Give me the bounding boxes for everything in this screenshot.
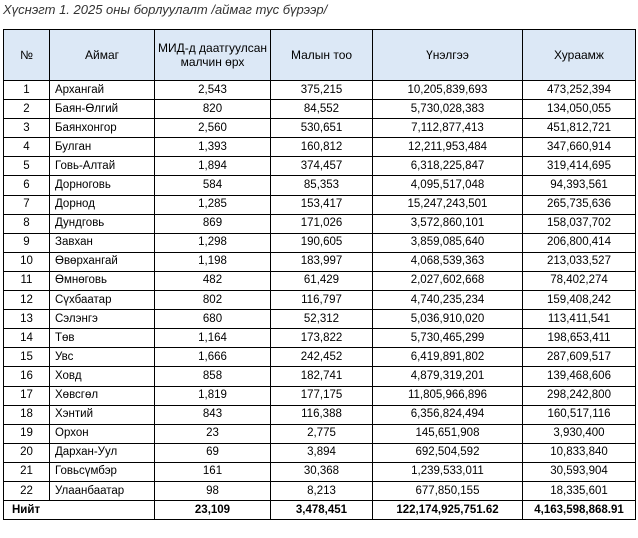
cell-livestock: 374,457 <box>271 157 373 176</box>
table-row <box>4 291 636 310</box>
cell-premium: 160,517,116 <box>523 405 636 424</box>
total-row <box>4 501 636 520</box>
cell-livestock: 3,894 <box>271 443 373 462</box>
total-valuation: 122,174,925,751.62 <box>373 501 523 520</box>
cell-livestock: 8,213 <box>271 481 373 500</box>
cell-valuation: 5,730,465,299 <box>373 329 523 348</box>
cell-province: Сэлэнгэ <box>50 310 155 329</box>
cell-province: Өвөрхангай <box>50 252 155 271</box>
cell-livestock: 85,353 <box>271 176 373 195</box>
cell-livestock: 183,997 <box>271 252 373 271</box>
cell-province: Дундговь <box>50 214 155 233</box>
cell-valuation: 4,740,235,234 <box>373 291 523 310</box>
cell-premium: 473,252,394 <box>523 81 636 100</box>
cell-no: 11 <box>4 271 50 290</box>
total-premium: 4,163,598,868.91 <box>523 501 636 520</box>
cell-livestock: 84,552 <box>271 100 373 119</box>
cell-province: Говьсүмбэр <box>50 462 155 481</box>
cell-households: 23 <box>155 424 271 443</box>
cell-households: 802 <box>155 291 271 310</box>
cell-valuation: 5,730,028,383 <box>373 100 523 119</box>
table-row <box>4 386 636 405</box>
header-province: Аймаг <box>50 30 155 81</box>
cell-households: 869 <box>155 214 271 233</box>
cell-province: Улаанбаатар <box>50 481 155 500</box>
cell-premium: 30,593,904 <box>523 462 636 481</box>
cell-province: Архангай <box>50 81 155 100</box>
cell-livestock: 190,605 <box>271 233 373 252</box>
cell-no: 12 <box>4 291 50 310</box>
header-households: МИД-д даатгуулсан малчин өрх <box>155 30 271 81</box>
total-households: 23,109 <box>155 501 271 520</box>
cell-premium: 451,812,721 <box>523 119 636 138</box>
table-row <box>4 424 636 443</box>
cell-no: 8 <box>4 214 50 233</box>
cell-valuation: 11,805,966,896 <box>373 386 523 405</box>
cell-valuation: 3,859,085,640 <box>373 233 523 252</box>
cell-no: 4 <box>4 138 50 157</box>
table-row <box>4 443 636 462</box>
table-row <box>4 138 636 157</box>
cell-province: Сүхбаатар <box>50 291 155 310</box>
cell-livestock: 182,741 <box>271 367 373 386</box>
table-row <box>4 252 636 271</box>
cell-province: Ховд <box>50 367 155 386</box>
cell-no: 19 <box>4 424 50 443</box>
cell-province: Баян-Өлгий <box>50 100 155 119</box>
cell-households: 1,298 <box>155 233 271 252</box>
cell-valuation: 2,027,602,668 <box>373 271 523 290</box>
cell-households: 1,198 <box>155 252 271 271</box>
cell-households: 584 <box>155 176 271 195</box>
cell-households: 1,666 <box>155 348 271 367</box>
cell-livestock: 171,026 <box>271 214 373 233</box>
cell-livestock: 375,215 <box>271 81 373 100</box>
table-row <box>4 81 636 100</box>
cell-households: 2,543 <box>155 81 271 100</box>
cell-no: 13 <box>4 310 50 329</box>
table-row <box>4 329 636 348</box>
header-premium: Хураамж <box>523 30 636 81</box>
cell-livestock: 52,312 <box>271 310 373 329</box>
cell-households: 482 <box>155 271 271 290</box>
cell-no: 18 <box>4 405 50 424</box>
header-livestock: Малын тоо <box>271 30 373 81</box>
cell-premium: 287,609,517 <box>523 348 636 367</box>
cell-premium: 158,037,702 <box>523 214 636 233</box>
table-row <box>4 214 636 233</box>
table-caption: Хүснэгт 1. 2025 оны борлуулалт /аймаг тус бүрээр/ <box>3 2 328 17</box>
cell-province: Дорноговь <box>50 176 155 195</box>
total-livestock: 3,478,451 <box>271 501 373 520</box>
table-row <box>4 100 636 119</box>
cell-premium: 319,414,695 <box>523 157 636 176</box>
cell-premium: 213,033,527 <box>523 252 636 271</box>
cell-no: 15 <box>4 348 50 367</box>
cell-households: 1,285 <box>155 195 271 214</box>
cell-no: 10 <box>4 252 50 271</box>
cell-no: 6 <box>4 176 50 195</box>
cell-households: 98 <box>155 481 271 500</box>
cell-households: 820 <box>155 100 271 119</box>
cell-livestock: 530,651 <box>271 119 373 138</box>
cell-province: Төв <box>50 329 155 348</box>
cell-valuation: 4,095,517,048 <box>373 176 523 195</box>
cell-province: Хөвсгөл <box>50 386 155 405</box>
cell-premium: 78,402,274 <box>523 271 636 290</box>
cell-no: 7 <box>4 195 50 214</box>
cell-province: Завхан <box>50 233 155 252</box>
cell-premium: 206,800,414 <box>523 233 636 252</box>
cell-livestock: 177,175 <box>271 386 373 405</box>
cell-premium: 134,050,055 <box>523 100 636 119</box>
cell-livestock: 160,812 <box>271 138 373 157</box>
cell-no: 16 <box>4 367 50 386</box>
cell-province: Дорнод <box>50 195 155 214</box>
cell-livestock: 242,452 <box>271 348 373 367</box>
cell-livestock: 116,388 <box>271 405 373 424</box>
table-row <box>4 195 636 214</box>
cell-households: 161 <box>155 462 271 481</box>
cell-valuation: 692,504,592 <box>373 443 523 462</box>
cell-no: 5 <box>4 157 50 176</box>
cell-premium: 298,242,800 <box>523 386 636 405</box>
cell-livestock: 153,417 <box>271 195 373 214</box>
cell-households: 843 <box>155 405 271 424</box>
cell-valuation: 15,247,243,501 <box>373 195 523 214</box>
cell-province: Дархан-Уул <box>50 443 155 462</box>
cell-province: Хэнтий <box>50 405 155 424</box>
cell-premium: 94,393,561 <box>523 176 636 195</box>
table-row <box>4 157 636 176</box>
cell-valuation: 145,651,908 <box>373 424 523 443</box>
table-row <box>4 462 636 481</box>
cell-valuation: 3,572,860,101 <box>373 214 523 233</box>
cell-premium: 139,468,606 <box>523 367 636 386</box>
cell-no: 17 <box>4 386 50 405</box>
cell-livestock: 61,429 <box>271 271 373 290</box>
cell-province: Орхон <box>50 424 155 443</box>
cell-premium: 265,735,636 <box>523 195 636 214</box>
cell-valuation: 1,239,533,011 <box>373 462 523 481</box>
cell-households: 1,164 <box>155 329 271 348</box>
cell-no: 2 <box>4 100 50 119</box>
cell-livestock: 116,797 <box>271 291 373 310</box>
cell-no: 9 <box>4 233 50 252</box>
cell-valuation: 10,205,839,693 <box>373 81 523 100</box>
table-row <box>4 348 636 367</box>
cell-premium: 3,930,400 <box>523 424 636 443</box>
cell-households: 1,894 <box>155 157 271 176</box>
table-row <box>4 367 636 386</box>
cell-valuation: 5,036,910,020 <box>373 310 523 329</box>
cell-valuation: 6,318,225,847 <box>373 157 523 176</box>
table-row <box>4 310 636 329</box>
table-row <box>4 119 636 138</box>
sales-by-province-table <box>3 29 636 520</box>
cell-households: 1,819 <box>155 386 271 405</box>
cell-valuation: 677,850,155 <box>373 481 523 500</box>
table-row <box>4 176 636 195</box>
table-row <box>4 233 636 252</box>
cell-no: 3 <box>4 119 50 138</box>
cell-households: 2,560 <box>155 119 271 138</box>
header-row <box>4 30 636 81</box>
cell-no: 1 <box>4 81 50 100</box>
cell-valuation: 6,356,824,494 <box>373 405 523 424</box>
cell-livestock: 30,368 <box>271 462 373 481</box>
table-row <box>4 271 636 290</box>
cell-households: 680 <box>155 310 271 329</box>
cell-valuation: 12,211,953,484 <box>373 138 523 157</box>
cell-premium: 159,408,242 <box>523 291 636 310</box>
table-row <box>4 481 636 500</box>
cell-province: Увс <box>50 348 155 367</box>
cell-premium: 198,653,411 <box>523 329 636 348</box>
cell-no: 20 <box>4 443 50 462</box>
cell-households: 1,393 <box>155 138 271 157</box>
cell-valuation: 7,112,877,413 <box>373 119 523 138</box>
cell-households: 858 <box>155 367 271 386</box>
cell-livestock: 2,775 <box>271 424 373 443</box>
cell-no: 14 <box>4 329 50 348</box>
cell-province: Булган <box>50 138 155 157</box>
cell-premium: 113,411,541 <box>523 310 636 329</box>
cell-premium: 10,833,840 <box>523 443 636 462</box>
header-no: № <box>4 30 50 81</box>
header-valuation: Үнэлгээ <box>373 30 523 81</box>
total-label: Нийт <box>4 501 155 520</box>
cell-valuation: 4,068,539,363 <box>373 252 523 271</box>
cell-premium: 347,660,914 <box>523 138 636 157</box>
cell-province: Өмнөговь <box>50 271 155 290</box>
cell-livestock: 173,822 <box>271 329 373 348</box>
table-row <box>4 405 636 424</box>
cell-valuation: 6,419,891,802 <box>373 348 523 367</box>
cell-province: Баянхонгор <box>50 119 155 138</box>
cell-premium: 18,335,601 <box>523 481 636 500</box>
cell-province: Говь-Алтай <box>50 157 155 176</box>
cell-no: 22 <box>4 481 50 500</box>
cell-households: 69 <box>155 443 271 462</box>
cell-no: 21 <box>4 462 50 481</box>
cell-valuation: 4,879,319,201 <box>373 367 523 386</box>
